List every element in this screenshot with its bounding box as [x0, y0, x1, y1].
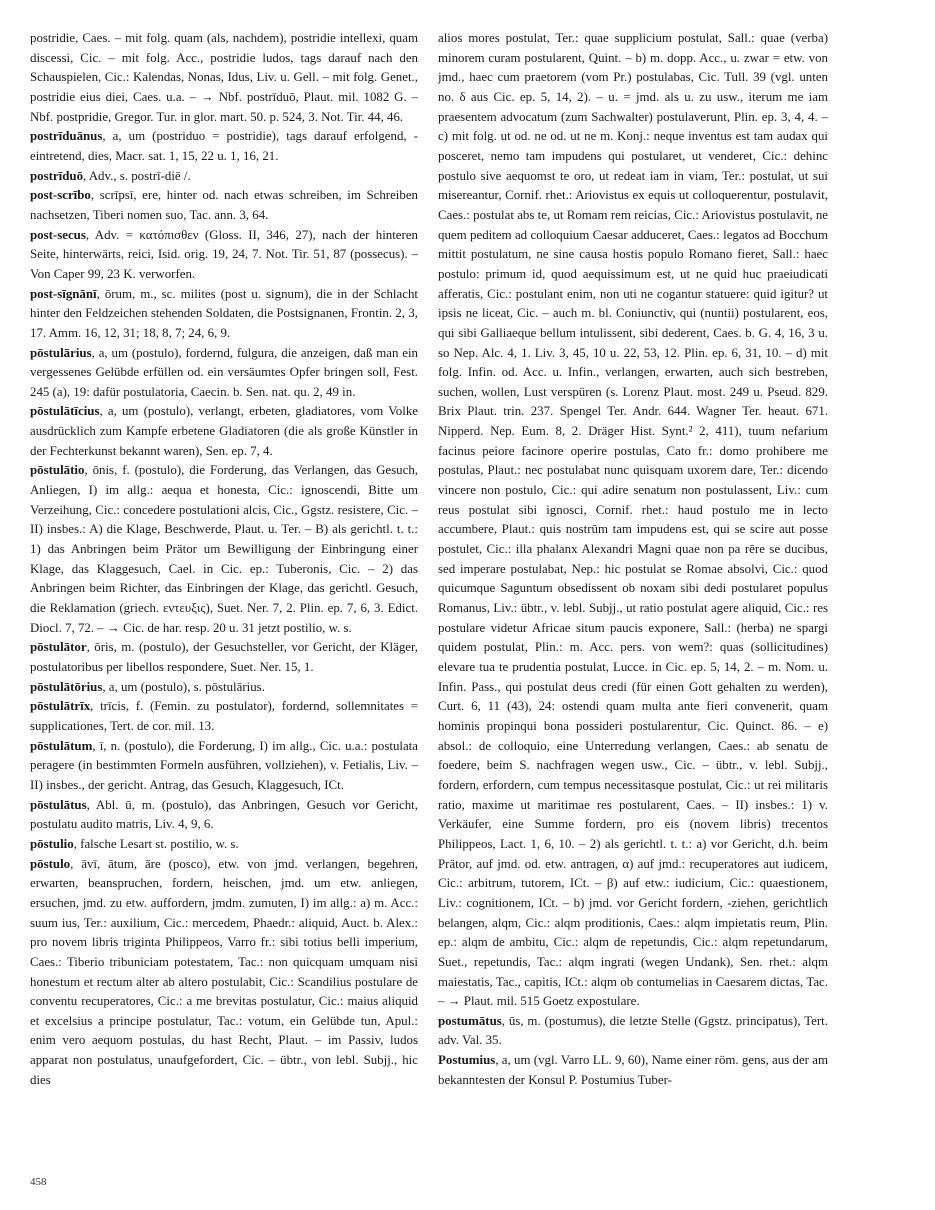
- entry-postulatus: [30, 796, 418, 835]
- entry-text: , trīcis, f. (Femin. zu postulator), fordernd, sollemnitates = supplicationes, Tert. de cor. mil. 13.: [30, 699, 418, 733]
- entry-text: , ōnis, f. (postulo), die Forderung, das Verlangen, das Gesuch, Anliegen, I) im allg.: aequa et honesta, Cic.: ignoscendi, Bitte um Verzeihung, Cic.: concedere postulationi alcis, Cic., Ggstz. resistere, Cic. – II) insbes.: A) die Klage, Beschwerde, Plaut. u. Ter. – B) als gerichtl. t. t.: 1) das Anbringen beim Prätor um Bewilligung der Einbringung einer Klage, das Klaggesuch, Cael. in Cic. ep.: Tuberonis, Cic. – 2) das Anbringen beim Richter, das Einbringen der Klage, das gerichtl. Gesuch, die Reklamation (griech. εντευξις), Suet. Ner. 7, 2. Plin. ep. 7, 6, 3. Edict. Diocl. 7, 72. – → Cic. de har. resp. 20 u. 31 jetzt postilio, w. s.: [30, 463, 418, 635]
- entry-headword: pōstulātōrius: [30, 679, 103, 694]
- entry-text: , Adv., s. postrī-diē /.: [83, 168, 191, 183]
- entry-postumius: [438, 1051, 828, 1090]
- entry-post-scribo: [30, 186, 418, 225]
- left-column: [30, 29, 418, 1090]
- entry-postridie-continuation: [30, 29, 418, 127]
- entry-headword: postumātus: [438, 1013, 502, 1028]
- entry-text: , a, um (postulo), fordernd, fulgura, die anzeigen, daß man ein vergessenes Gelübde erfüllen od. ein versäumtes Opfer bringen soll, Fest. 245 (a), 19: dafür postulatoria, Caecin. b. Sen. nat. qu. 2, 49 in.: [30, 345, 418, 399]
- entry-postulator: [30, 638, 418, 677]
- entry-text: , a, um (vgl. Varro LL. 9, 60), Name einer röm. gens, aus der am bekanntesten der Konsul P. Postumius Tuber-: [438, 1053, 828, 1087]
- entry-postulo-continuation: [438, 29, 828, 1012]
- entry-text: , ūs, m. (postumus), die letzte Stelle (Ggstz. principatus), Tert. adv. Val. 35.: [438, 1013, 828, 1048]
- entry-headword: pōstulātrīx: [30, 699, 91, 714]
- entry-text: , a, um (postulo), verlangt, erbeten, gladiatores, vom Volke ausdrücklich zum Kampfe erbetene Gladiatoren (die als große Künstler in der Fechterkunst bekannt waren), Sen. ep. 7, 4.: [30, 404, 418, 458]
- entry-text: , Adv. = κατόπισθεν (Gloss. II, 346, 27), nach der hinteren Seite, hinterwärts, reici, Isid. orig. 19, 24, 7. Not. Tir. 51, 87 (possecus). – Von Caper 99, 23 K. verworfen.: [30, 227, 418, 281]
- entry-post-secus: [30, 226, 418, 285]
- entry-text: , ī, n. (postulo), die Forderung, I) im allg., Cic. u.a.: postulata peragere (in bestimmten Formeln ausführen, vollziehen), v. Fetialis, Liv. – II) insbes., der gericht. Antrag, das Gesuch, Klaggesuch, ICt.: [30, 738, 418, 792]
- entry-text: , falsche Lesart st. postilio, w. s.: [73, 836, 239, 851]
- entry-postulatorius: [30, 678, 418, 698]
- entry-text: , āvī, ātum, āre (posco), etw. von jmd. verlangen, begehren, erwarten, beanspruchen, fordern, heischen, jmd. um etw. anliegen, ersuchen, jmd. zu etw. auffordern, jmdm. zumuten, I) im allg.: a) m. Acc.: suum ius, Ter.: auxilium, Cic.: mercedem, Phaedr.: aliquid, Auct. b. Alex.: pro novem libris triginta Philippeos, Varro fr.: sibi totius belli imperium, Caes.: Tiberio tribuniciam potestatem, Tac.: non quicquam umquam nisi honestum et rectum alter ab altero postulabit, Cic.: Scandilius postulare de conventu recuperatores, Cic.: a me brevitas postulatur, Cic.: maius aliquid et excelsius a principe postulatur, Tac.: votum, ein Gelübde tun, Apul.: enim vero aequom postulas, du hast Recht, Plaut. – im Passiv, ludos apparat non postulatus, unaufgefordert, Cic. – übtr., von lebl. Subjj., hic dies: [30, 856, 418, 1087]
- entry-postulatum: [30, 737, 418, 796]
- entry-text: , a, um (postriduo = postridie), tags darauf erfolgend, -eintretend, dies, Macr. sat. 1, 15, 22 u. 1, 16, 21.: [30, 129, 418, 163]
- entry-postulatrix: [30, 697, 418, 736]
- right-column: [438, 29, 828, 1090]
- entry-postulatio: [30, 461, 418, 638]
- entry-headword: postrīduānus: [30, 129, 103, 144]
- entry-headword: pōstulo: [30, 856, 71, 871]
- entry-post-signani: [30, 285, 418, 344]
- entry-text: , Abl. ū, m. (postulo), das Anbringen, Gesuch vor Gericht, postulatu audito matris, Liv. 4, 9, 6.: [30, 797, 418, 832]
- entry-postriduo: [30, 167, 418, 187]
- entry-text: , scrīpsī, ere, hinter od. nach etwas schreiben, im Schreiben nachsetzen, Tiberi nomen suo, Tac. ann. 3, 64.: [30, 188, 418, 222]
- entry-text: , ōris, m. (postulo), der Gesuchsteller, vor Gericht, der Kläger, postulatoribus per libellos respondere, Suet. Ner. 15, 1.: [30, 640, 418, 674]
- entry-headword: post-secus: [30, 227, 86, 242]
- entry-postumatus: [438, 1012, 828, 1051]
- entry-headword: pōstulātio: [30, 463, 85, 478]
- entry-postularius: [30, 344, 418, 403]
- entry-text: alios mores postulat, Ter.: quae supplicium postulat, Sall.: quae (verba) minorem curam postularent, Quint. – b) m. dopp. Acc., u. zwar = etw. von jmd., haec cum praetorem (vom Pr.) postulabas, Cic. Tull. 39 (vgl. unten no. δ aus Cic. ep. 5, 14, 2). – u. = jmd. als u. zu usw., iterum me iam praesentem advocatum (zum Sachwalter) postulaverunt, Plin. ep. 3, 4, 4. – c) mit folg. ut od. ne od. ut ne m. Konj.: neque inventus est tam audax qui posceret, nemo tam impudens qui postularet, ut venderet, Cic.: dehinc postulo sive aequomst te oro, ut redeat iam in viam, Ter.: postulat, ut sui misereantur, Cornif. rhet.: Ariovistus ex equis ut colloquerentur, postulavit, Caes.: postulat abs te, ut Romam rem reicias, Cic.: Ariovistus postulavit, ne quem peditem ad colloquium Caesar adduceret, Caes.: legatos ad Bocchum mittit postulatum, ne sine causa hostis populo Romano fieret, Sall.: haec postulo: primum id, quod aequissimum est, ut ne quid huc praeiudicati afferatis, Cic.: postulant enim, non uti ne cogantur statuere: quid igitur? ut ipsis ne liceat, Cic. – auch m. bl. Coniunctiv, qui (nuntii) postularent, eos, qui sibi Galliaeque bellum intulissent, sibi dederent, Caes. b. G. 4, 16, 3 u. so Nep. Alc. 4, 1. Liv. 3, 45, 10 u. 22, 53, 12. Plin. ep. 6, 31, 10. – d) mit folg. Infin. od. Acc. u. Infin., verlangen, erwarten, auch sich bestreben, suchen, wollen, Lust verspüren (s. Lorenz Plaut. most. 249 u. Pseud. 829. Brix Plaut. trin. 237. Spengel Ter. Andr. 644. Wagner Ter. heaut. 671. Nipperd. Nep. Eum. 8, 2. Dräger Hist. Synt.² 2, 411), tuum nefarium facinus peiore facinore operire postulas, Cato fr.: domo prohibere me postulas, Plaut.: nec postulabat nunc quisquam uxorem dare, Ter.: dicendo vincere non postulo, Cic.: qui adire senatum non postulassent, Liv.: cum reus postulat sibi ignosci, Cornif. rhet.: haud postulo me in lecto accumbere, Plaut.: quis nostrūm tam impudens est, qui se scire aut posse postulet, Cic.: illa phalanx Alexandri Magni quae non pa rēre se ducibus, sed imperare postulabat, Nep.: hic postulat se Romae absolvi, Cic.: quod quicumque Saguntum obsedissent ob noxam sibi dedi postularet populus Romanus, Liv.: übtr., v. lebl. Subjj., ut ratio postulat agere aliquid, Cic.: res postulare videtur Africae situm paucis exponere, Sall.: (herba) ne spargi quidem postulat, Plin.: m. Acc. pers. von wem?: quas (sollicitudines) elevare tua te prudentia postulat, Lucce. in Cic. ep. 5, 14, 2. – m. Nom. u. Infin. Pass., qui postulat deus credi (für einen Gott gehalten zu werden), Curt. 6, 11 (43), 24: ostendi quam multa ante fieri convenerit, quam hominis propinqui bona possideri postularentur, Cic. Quinct. 86. – e) absol.: de colloquio, eine Unterredung verlangen, Caes.: ab senatu de foedere, beim S. nachfragen wegen usw., Cic. – übtr., v. lebl. Subjj., fordern, erfordern, cum tempus necessitasque postulat, Cic.: ut rei militaris ratio, maxime ut maritimae res postularent, Caes. – II) insbes.: 1) v. Verkäufer, eine Summe fordern, pro eis (novem libris) trecentos Philippeos, Lact. 1, 6, 10. – 2) als gerichtl. t. t.: a) vor Gericht, d.h. beim Prätor, auf jmd. od. etw. antragen, α) auf jmd.: recuperatores aut iudicem, Cic.: arbitrum, tutorem, ICt. – β) auf etw.: iudicium, Cic.: quaestionem, Liv.: cognitionem, ICt. – b) jmd. vor Gericht fordern, -ziehen, gerichtlich belangen, alqm, Cic.: alqm proditionis, Caes.: alqm impietatis reum, Plin. ep.: alqm de ambitu, Cic.: alqm de repetundis, Cic.: alqm repetundarum, Suet., repetundis, Tac.: alqm ingrati (wegen Undank), Sen. rhet.: alqm maiestatis, Tac., capitis, ICt.: alqm ob contumelias in Caesarem dictas, Tac. – → Plaut. mil. 515 Goetz expostulare.: [438, 31, 828, 1009]
- entry-text: , ōrum, m., sc. milites (post u. signum), die in der Schlacht hinter den Feldzeichen stehenden Soldaten, die Postsignanen, Frontin. 2, 3, 17. Amm. 16, 12, 31; 18, 8, 7; 24, 6, 9.: [30, 286, 418, 340]
- entry-headword: pōstulātīcius: [30, 404, 100, 419]
- entry-headword: pōstulātor: [30, 640, 87, 655]
- entry-headword: pōstulārius: [30, 345, 92, 360]
- entry-headword: postrīduō: [30, 168, 84, 183]
- entry-headword: post-scrībo: [30, 188, 91, 203]
- entry-text: , a, um (postulo), s. pōstulārius.: [102, 679, 265, 694]
- page-number: 458: [30, 1176, 47, 1188]
- entry-postulo: [30, 855, 418, 1091]
- entry-headword: post-sīgnānī: [30, 286, 97, 301]
- entry-postriduanus: [30, 127, 418, 166]
- entry-headword: pōstulātus: [30, 797, 87, 812]
- entry-headword: pōstulio: [30, 836, 74, 851]
- entry-postulio: [30, 835, 418, 855]
- entry-postulaticius: [30, 402, 418, 461]
- entry-text: postridie, Caes. – mit folg. quam (als, nachdem), postridie intellexi, quam discessi, Cic. – mit folg. Acc., postridie ludos, tags darauf nach den Schauspielen, Cic.: Kalendas, Nonas, Idus, Liv. u. Gell. – mit folg. Genet., postridie eius diei, Caes. u.a. – → Nbf. postrīduō, Plaut. mil. 1082 G. – Nbf. postpridie, Gregor. Tur. in glor. mart. 50. p. 524, 3. Not. Tir. 44, 46.: [30, 31, 418, 124]
- entry-headword: Postumius: [438, 1053, 496, 1068]
- entry-headword: pōstulātum: [30, 738, 93, 753]
